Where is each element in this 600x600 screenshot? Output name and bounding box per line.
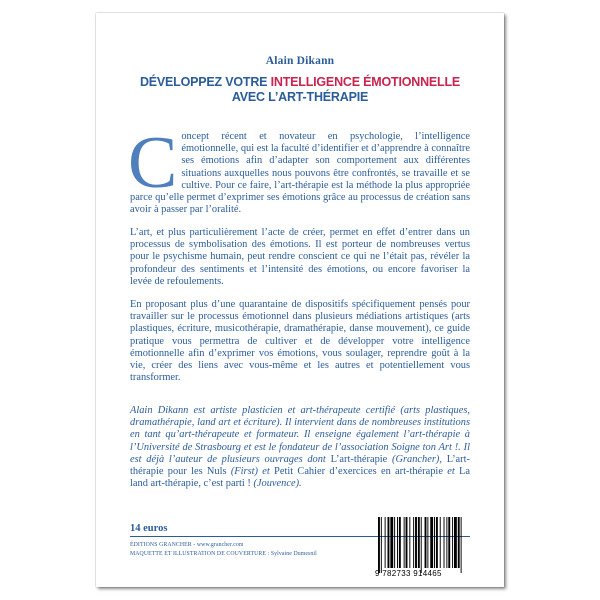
title-part-1: DÉVELOPPEZ VOTRE — [139, 75, 271, 89]
book-title — [96, 75, 504, 104]
bio-book-1: L’art-thérapie — [330, 453, 388, 465]
blurb-paragraph-3: En proposant plus d’une quarantaine de dispositifs spécifiquement pensés pour travailler sur le processus émotionnel dans plusieurs médiations artistiques (arts plastiques, écriture, musicothérapie, dramathérapie, danse mouvement), ce guide pratique vous permettra de cultiver et de développer votre intelligence émotionnelle afin d’exprimer vos émotions, vous soulager, reprendre goût à la vie, créer des liens avec vous-même et les autres et potentiellement vous transformer. — [130, 299, 470, 384]
cover-credits: MAQUETTE ET ILLUSTRATION DE COUVERTURE : Sylvaine Dumesnil — [130, 551, 317, 557]
drop-cap: C — [128, 122, 178, 204]
title-part-2: INTELLIGENCE ÉMOTIONNELLE — [270, 75, 461, 89]
bio-text-3: (First) et — [226, 466, 275, 478]
price-label: 14 euros — [130, 523, 168, 534]
bio-text-1: Alain Dikann est artiste plasticien et art-thérapeute certifié (arts plastiques, dramathérapie, land art et écriture). Il intervient dans de nombreuses institutions en tant qu’art-thérapeute et formateur. Il enseigne également l’art-thérapie à l’Université de Strasbourg et est le fondateur de l’association Soigne ton Art !. Il est déjà l’auteur de plusieurs ouvrages dont — [130, 405, 470, 465]
blurb-paragraph-1 — [128, 122, 470, 216]
title-part-3: AVEC L’ART-THÉRAPIE — [231, 89, 369, 104]
publisher-name: ÉDITIONS GRANCHER - www.grancher.com — [130, 542, 244, 548]
book-back-cover — [96, 13, 504, 587]
bio-text-4: et — [442, 466, 460, 478]
bio-book-3: Petit Cahier d’exercices en art-thérapie — [274, 466, 443, 478]
bio-book-2: L’art-thérapie pour les Nuls — [130, 453, 470, 478]
blurb-paragraph-1-text: oncept récent et novateur en psychologie, l’intelligence émotionnelle, qui est la faculté d’identifier et d’apprendre à connaître ses émotions afin d’adapter son comportement aux différentes situations auxquelles nous pouvons être confrontés, se travaille et se cultive. Pour ce faire, l’art-thérapie est la méthode la plus appropriée parce qu’elle permet d’exprimer ses émotions grâce au processus de création sans avoir à passer par l’oralité. — [130, 131, 470, 216]
author-bio — [130, 405, 470, 490]
bio-text-2: (Grancher), — [387, 453, 447, 465]
author-name: Alain Dikann — [265, 55, 335, 67]
bio-book-4: La land art-thérapie, c’est parti ! — [130, 466, 470, 490]
publisher-info — [130, 541, 317, 559]
blurb-paragraph-2: L’art, et plus particulièrement l’acte de créer, permet en effet d’entrer dans un processus de symbolisation des émotions. Il est porteur de nombreuses vertus pour le psychisme humain, peut rendre conscient ce qui ne l’était pas, révéler la profondeur des sentiments et l’intensité des émotions, ou encore favoriser la levée de refoulements. — [130, 227, 470, 287]
barcode — [376, 517, 490, 573]
isbn-digits: 9 782733 914465 — [375, 569, 442, 578]
bio-text-5: (Jouvence). — [250, 478, 302, 490]
